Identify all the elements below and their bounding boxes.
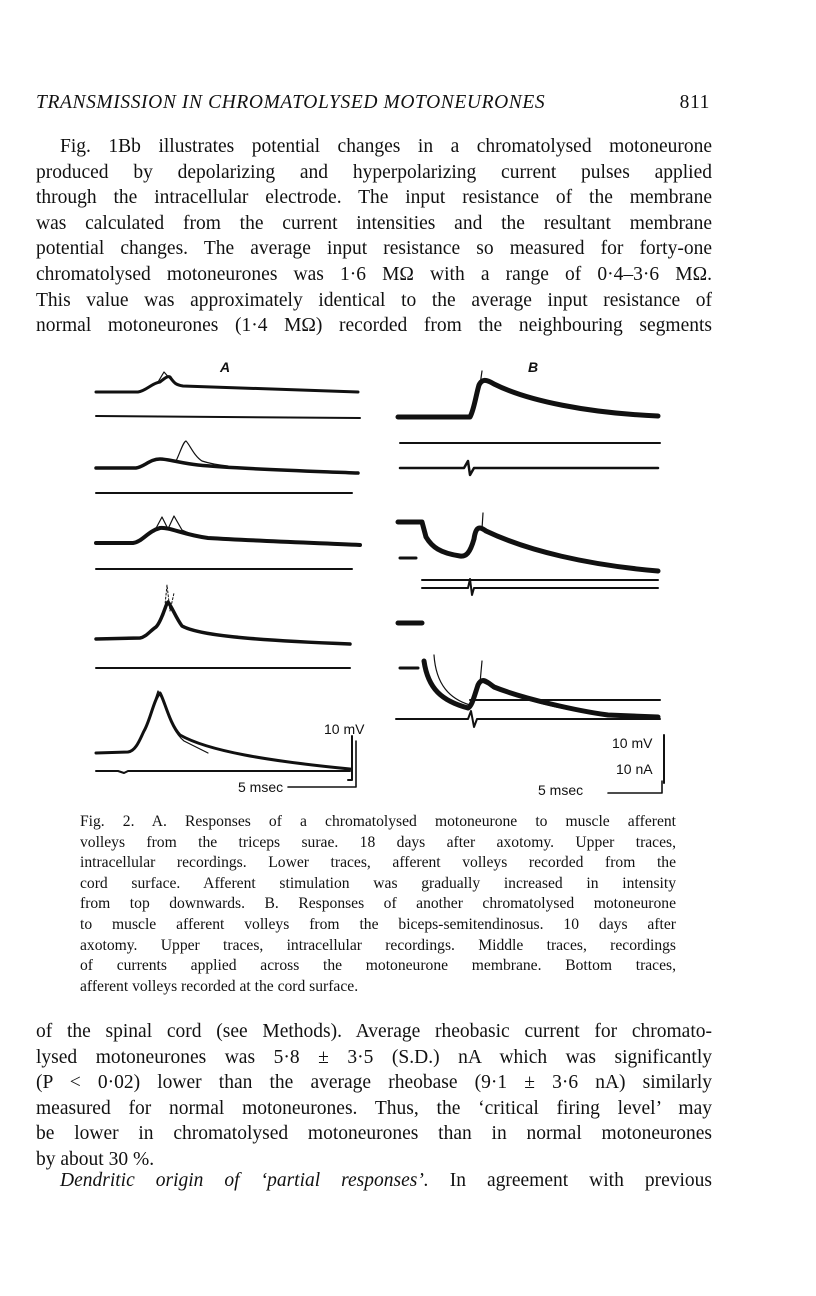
text-line: This value was approximately identical to the average input resistance of — [36, 289, 712, 311]
caption-line: to muscle afferent volleys from the biceps-semitendinosus. 10 days after — [80, 915, 676, 933]
text-line — [36, 1168, 712, 1194]
panel-b-voltage-scale: 10 mV — [612, 735, 653, 751]
running-head-title: TRANSMISSION IN CHROMATOLYSED MOTONEURONES — [36, 92, 546, 113]
caption-line: afferent volleys recorded at the cord surface. — [80, 977, 359, 995]
panel-b-label: B — [528, 359, 539, 375]
text-line: (P < 0·02) lower than the average rheobase (9·1 ± 3·6 nA) similarly — [36, 1072, 712, 1094]
oscilloscope-traces — [88, 355, 678, 805]
paragraph-input-resistance — [36, 134, 712, 339]
text-line: potential changes. The average input resistance so measured for forty-one — [36, 238, 712, 260]
panel-b-current-scale: 10 nA — [616, 761, 653, 777]
text-line: was calculated from the current intensities and the resultant membrane — [36, 212, 712, 234]
section-text: In agreement with previous — [449, 1170, 712, 1191]
panel-a-time-scale: 5 msec — [238, 779, 284, 795]
text-line: Fig. 1Bb illustrates potential changes in a chromatolysed motoneurone — [60, 136, 712, 157]
panel-a-voltage-scale: 10 mV — [324, 721, 365, 737]
caption-line: intracellular recordings. Lower traces, afferent volleys recorded from the — [80, 854, 676, 872]
figure-2-traces — [88, 355, 678, 805]
text-line: of the spinal cord (see Methods). Average rheobasic current for chromato- — [36, 1021, 712, 1042]
running-head — [36, 92, 712, 114]
section-heading: Dendritic origin of ‘partial responses’. — [60, 1170, 429, 1191]
caption-line: Fig. 2. A. Responses of a chromatolysed motoneurone to muscle afferent — [80, 813, 676, 830]
text-line: be lower in chromatolysed motoneurones than in normal motoneurones — [36, 1123, 712, 1145]
caption-line: volleys from the triceps surae. 18 days after axotomy. Upper traces, — [80, 833, 676, 851]
caption-line: from top downwards. B. Responses of another chromatolysed motoneurone — [80, 895, 676, 913]
figure-caption — [80, 812, 676, 997]
text-line: chromatolysed motoneurones was 1·6 MΩ with a range of 0·4–3·6 MΩ. — [36, 263, 712, 285]
text-line: through the intracellular electrode. The input resistance of the membrane — [36, 187, 712, 209]
text-line: lysed motoneurones was 5·8 ± 3·5 (S.D.) nA which was significantly — [36, 1046, 712, 1068]
panel-b-time-scale: 5 msec — [538, 782, 584, 798]
caption-line: axotomy. Upper traces, intracellular recordings. Middle traces, recordings — [80, 936, 676, 954]
paragraph-rheobase — [36, 1019, 712, 1173]
text-line: by about 30 %. — [36, 1148, 155, 1170]
text-line: normal motoneurones (1·4 MΩ) recorded from the neighbouring segments — [36, 315, 712, 337]
page-number: 811 — [679, 92, 710, 113]
caption-line: of currents applied across the motoneurone membrane. Bottom traces, — [80, 957, 676, 975]
caption-line: cord surface. Afferent stimulation was gradually increased in intensity — [80, 874, 676, 892]
text-line: produced by depolarizing and hyperpolarizing current pulses applied — [36, 161, 712, 183]
text-line: measured for normal motoneurones. Thus, the ‘critical firing level’ may — [36, 1097, 712, 1119]
panel-a-label: A — [220, 359, 231, 375]
paragraph-dendritic-origin — [36, 1168, 712, 1194]
